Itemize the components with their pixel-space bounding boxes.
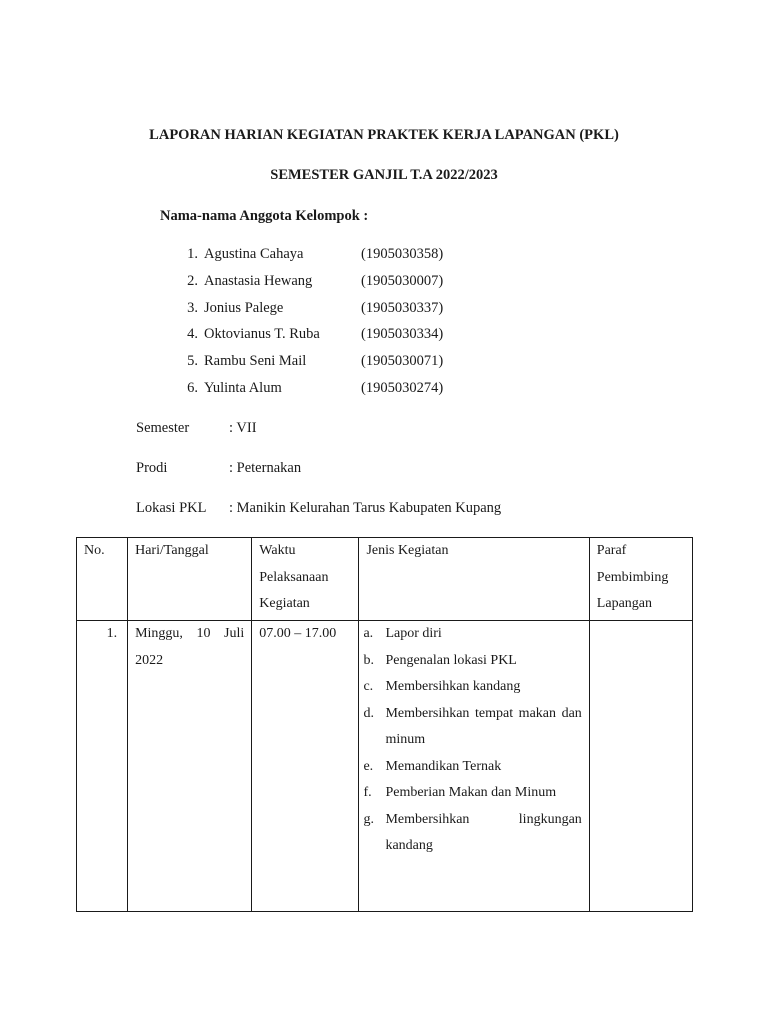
lokasi-value: : Manikin Kelurahan Tarus Kabupaten Kupang — [229, 500, 502, 516]
activity-item — [363, 807, 582, 860]
member-number: 5. — [187, 353, 198, 370]
header-waktu-line: Pelaksanaan — [259, 569, 329, 585]
header-hari-tanggal: Hari/Tanggal — [128, 538, 252, 621]
header-paraf-line: Pembimbing — [596, 569, 669, 585]
activity-text: Membersihkan tempat makan dan minum — [385, 705, 582, 747]
header-paraf-line: Lapangan — [596, 596, 652, 611]
member-number: 1. — [187, 246, 198, 262]
header-waktu-line: Kegiatan — [259, 596, 310, 611]
activity-text: Membersihkan kandang — [385, 679, 521, 694]
lokasi-label: Lokasi PKL — [136, 500, 207, 516]
activity-letter: b. — [363, 652, 374, 668]
member-number: 4. — [187, 326, 198, 343]
activity-text: Membersihkan lingkungan kandang — [385, 811, 582, 853]
activity-table — [76, 537, 693, 912]
semester-label: Semester — [136, 420, 190, 436]
header-paraf — [589, 538, 692, 621]
activity-letter: a. — [363, 626, 374, 641]
header-no: No. — [77, 538, 128, 621]
member-nim: (1905030334) — [361, 326, 444, 343]
member-item — [178, 246, 478, 273]
row-hari-tanggal — [128, 621, 252, 912]
member-name: Agustina Cahaya — [204, 246, 304, 262]
member-number: 6. — [187, 379, 198, 396]
row-year: 2022 — [135, 652, 164, 668]
activity-letter: e. — [363, 758, 374, 774]
row-waktu: 07.00 – 17.00 — [252, 621, 359, 912]
member-name: Jonius Palege — [204, 299, 284, 316]
activity-item — [363, 780, 581, 807]
activity-item — [363, 754, 581, 781]
activity-text: Lapor diri — [385, 626, 442, 641]
activity-letter: c. — [363, 679, 374, 694]
member-item — [178, 326, 478, 353]
report-subtitle: SEMESTER GANJIL T.A 2022/2023 — [270, 167, 498, 183]
member-name: Oktovianus T. Ruba — [204, 326, 320, 343]
row-paraf — [589, 621, 692, 912]
member-item — [178, 380, 478, 407]
member-name: Yulinta Alum — [204, 379, 282, 396]
member-nim: (1905030071) — [361, 353, 444, 370]
member-item — [178, 300, 478, 327]
row-jenis-kegiatan — [359, 621, 589, 912]
activity-letter: d. — [363, 705, 374, 721]
prodi-label: Prodi — [136, 460, 168, 476]
row-day: Minggu, — [135, 626, 183, 641]
report-title: LAPORAN HARIAN KEGIATAN PRAKTEK KERJA LAPANGAN (PKL) — [149, 127, 619, 143]
semester-value: : VII — [229, 420, 257, 436]
member-number: 2. — [187, 272, 198, 289]
header-jenis-kegiatan: Jenis Kegiatan — [359, 538, 589, 621]
members-heading: Nama-nama Anggota Kelompok : — [160, 208, 369, 224]
activity-text: Memandikan Ternak — [385, 758, 502, 774]
row-number: 1. — [77, 621, 128, 912]
activity-text: Pemberian Makan dan Minum — [385, 785, 557, 800]
prodi-value: : Peternakan — [229, 460, 302, 476]
member-nim: (1905030274) — [361, 379, 444, 396]
row-hari-line — [135, 621, 244, 648]
activity-letter: f. — [363, 785, 372, 800]
row-date: 10 — [196, 626, 211, 641]
activity-text: Pengenalan lokasi PKL — [385, 652, 517, 668]
activity-item — [363, 701, 582, 754]
activity-item — [363, 648, 581, 675]
member-name: Anastasia Hewang — [204, 272, 313, 289]
activity-item — [363, 621, 581, 648]
member-item — [178, 273, 478, 300]
member-number: 3. — [187, 299, 198, 316]
activity-list — [363, 621, 582, 860]
member-item — [178, 353, 478, 380]
member-nim: (1905030337) — [361, 299, 444, 316]
row-month: Juli — [224, 626, 245, 641]
member-name: Rambu Seni Mail — [204, 353, 307, 370]
activity-letter: g. — [363, 811, 374, 827]
header-paraf-line: Paraf — [596, 543, 627, 558]
member-nim: (1905030358) — [361, 246, 444, 262]
header-waktu-line: Waktu — [259, 543, 296, 558]
member-nim: (1905030007) — [361, 272, 444, 289]
activity-item — [363, 674, 581, 701]
table-header-row — [77, 538, 693, 621]
header-waktu — [252, 538, 359, 621]
members-list — [178, 246, 478, 407]
table-row — [77, 621, 693, 912]
